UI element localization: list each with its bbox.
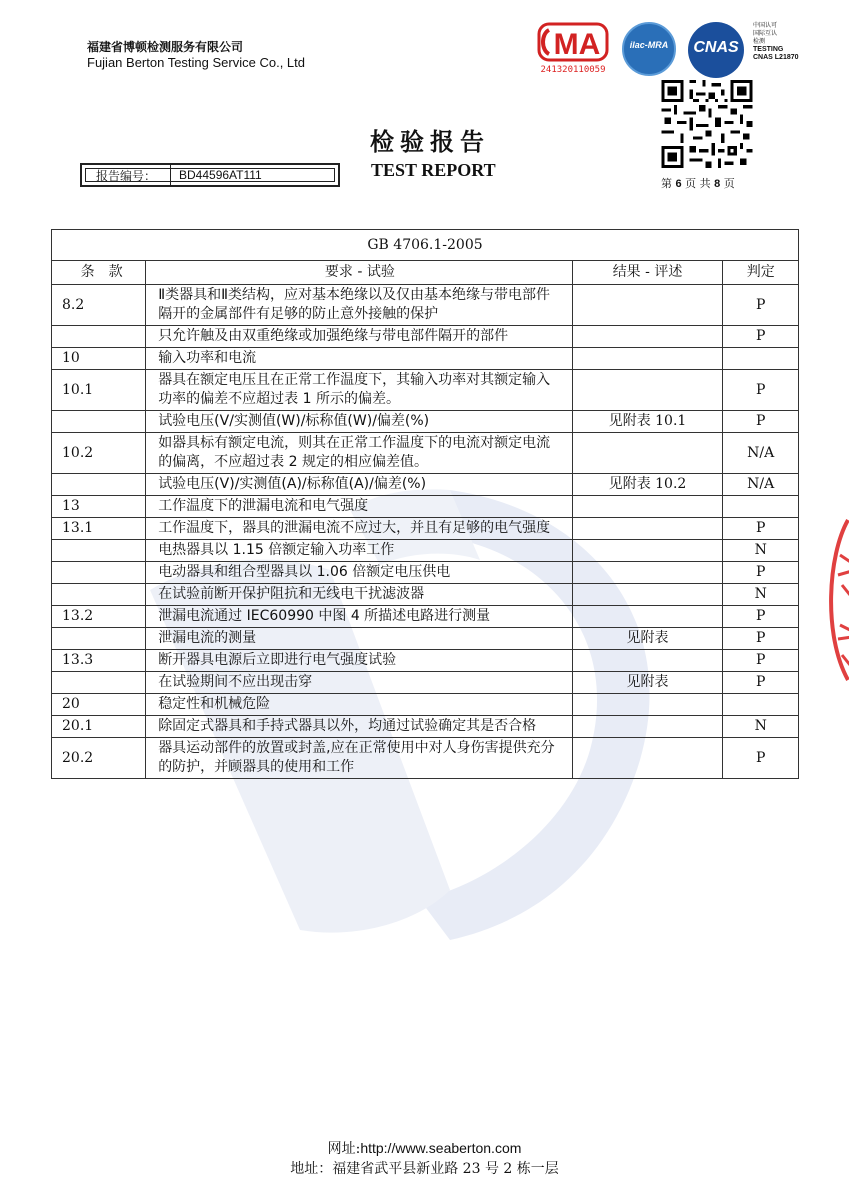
row-clause: 20.2 [52, 738, 146, 779]
table-row [52, 694, 799, 716]
row-requirement: 试验电压(V)/实测值(A)/标称值(A)/偏差(%) [146, 474, 572, 496]
row-result: 见附表 [572, 628, 723, 650]
row-clause: 10 [52, 348, 146, 370]
row-verdict: P [723, 738, 799, 779]
cnas-side-line: 中国认可 [753, 22, 778, 29]
row-clause: 8.2 [52, 285, 146, 326]
red-seal-icon [818, 515, 849, 685]
row-clause [52, 628, 146, 650]
table-row [52, 285, 799, 326]
cma-mark-icon [537, 22, 609, 62]
row-clause: 20.1 [52, 716, 146, 738]
table-row [52, 738, 799, 779]
row-requirement: 泄漏电流的测量 [146, 628, 572, 650]
row-verdict: N [723, 540, 799, 562]
company-name-en: Fujian Berton Testing Service Co., Ltd [87, 55, 305, 70]
row-result [572, 518, 723, 540]
table-row [52, 370, 799, 411]
table-row [52, 606, 799, 628]
row-result [572, 650, 723, 672]
table-row [52, 672, 799, 694]
ilac-mra-logo [622, 22, 676, 76]
row-clause [52, 411, 146, 433]
row-verdict [723, 348, 799, 370]
row-result [572, 496, 723, 518]
row-clause [52, 672, 146, 694]
table-row [52, 326, 799, 348]
row-clause: 13 [52, 496, 146, 518]
row-result [572, 606, 723, 628]
row-requirement: 泄漏电流通过 IEC60990 中图 4 所描述电路进行测量 [146, 606, 572, 628]
report-title-en: TEST REPORT [371, 160, 496, 180]
footer-address-label: 地址： [290, 1161, 333, 1177]
table-row [52, 584, 799, 606]
cnas-side-line: 国际互认 [753, 30, 778, 37]
table-row [52, 474, 799, 496]
row-verdict: P [723, 518, 799, 540]
table-row [52, 496, 799, 518]
footer-url-label: 网址: [327, 1141, 361, 1157]
row-result [572, 716, 723, 738]
cma-number: 241320110059 [540, 65, 606, 75]
row-verdict: N/A [723, 433, 799, 474]
row-result: 见附表 10.2 [572, 474, 723, 496]
row-requirement: 试验电压(V/实测值(W)/标称值(W)/偏差(%) [146, 411, 572, 433]
footer-url: http://www.seaberton.com [360, 1140, 522, 1156]
row-result [572, 433, 723, 474]
footer-address [0, 1158, 849, 1178]
row-clause [52, 540, 146, 562]
row-verdict: P [723, 650, 799, 672]
cnas-side-line: 检测 [753, 38, 766, 45]
cnas-side-text [753, 22, 799, 62]
row-clause: 13.3 [52, 650, 146, 672]
row-verdict: P [723, 285, 799, 326]
row-result [572, 540, 723, 562]
row-result [572, 326, 723, 348]
row-clause [52, 584, 146, 606]
company-name-cn: 福建省博顿检测服务有限公司 [87, 40, 244, 54]
row-verdict [723, 496, 799, 518]
row-verdict: N [723, 584, 799, 606]
cnas-logo [684, 22, 748, 78]
row-requirement: 工作温度下的泄漏电流和电气强度 [146, 496, 572, 518]
row-clause: 10.1 [52, 370, 146, 411]
table-row [52, 518, 799, 540]
row-verdict: N/A [723, 474, 799, 496]
row-result: 见附表 [572, 672, 723, 694]
cma-text: MA [553, 28, 601, 61]
row-result [572, 584, 723, 606]
row-verdict: P [723, 628, 799, 650]
row-requirement: 只允许触及由双重绝缘或加强绝缘与带电部件隔开的部件 [146, 326, 572, 348]
row-requirement: Ⅱ类器具和Ⅱ类结构，应对基本绝缘以及仅由基本绝缘与带电部件隔开的金属部件有足够的防止意外接触的保护 [146, 285, 572, 326]
row-result [572, 562, 723, 584]
row-result [572, 285, 723, 326]
row-requirement: 除固定式器具和手持式器具以外，均通过试验确定其是否合格 [146, 716, 572, 738]
row-requirement: 断开器具电源后立即进行电气强度试验 [146, 650, 572, 672]
row-clause: 13.1 [52, 518, 146, 540]
header-row [52, 261, 799, 285]
table-row [52, 650, 799, 672]
row-clause: 13.2 [52, 606, 146, 628]
report-number-value: BD44596AT111 [179, 168, 262, 182]
row-requirement: 器具运动部件的放置或封盖,应在正常使用中对人身伤害提供充分的防护，并顾器具的使用和工作 [146, 738, 572, 779]
report-title-cn: 检验报告 [370, 128, 490, 156]
standard-row [52, 230, 799, 261]
table-row [52, 348, 799, 370]
report-number-box [80, 163, 340, 187]
row-clause: 10.2 [52, 433, 146, 474]
cnas-text: CNAS [693, 39, 739, 56]
report-number-label: 报告编号： [82, 165, 171, 185]
ilac-text: ilac-MRA [629, 40, 669, 50]
table-row [52, 540, 799, 562]
row-verdict: P [723, 370, 799, 411]
row-result [572, 348, 723, 370]
footer-address-value: 福建省武平县新业路 23 号 2 栋一层 [332, 1161, 559, 1177]
row-verdict: P [723, 672, 799, 694]
table-row [52, 628, 799, 650]
row-requirement: 在试验前断开保护阻抗和无线电干扰滤波器 [146, 584, 572, 606]
row-requirement: 器具在额定电压且在正常工作温度下，其输入功率对其额定输入功率的偏差不应超过表 1 所示的偏差。 [146, 370, 572, 411]
row-requirement: 电热器具以 1.15 倍额定输入功率工作 [146, 540, 572, 562]
header-result: 结果 - 评述 [572, 261, 723, 285]
table-row [52, 411, 799, 433]
row-verdict [723, 694, 799, 716]
current-page: 6 [675, 178, 682, 190]
row-verdict: N [723, 716, 799, 738]
table-row [52, 562, 799, 584]
table-row [52, 433, 799, 474]
cnas-side-line: CNAS L21870 [753, 54, 799, 61]
row-clause [52, 562, 146, 584]
qr-code-icon [661, 80, 753, 168]
row-result: 见附表 10.1 [572, 411, 723, 433]
row-requirement: 稳定性和机械危险 [146, 694, 572, 716]
row-requirement: 在试验期间不应出现击穿 [146, 672, 572, 694]
row-result [572, 738, 723, 779]
row-verdict: P [723, 606, 799, 628]
row-result [572, 694, 723, 716]
test-results-table [51, 229, 799, 779]
row-verdict: P [723, 411, 799, 433]
row-result [572, 370, 723, 411]
standard-title: GB 4706.1-2005 [52, 230, 799, 261]
header-verdict: 判定 [723, 261, 799, 285]
cma-logo [533, 20, 613, 82]
total-pages: 8 [714, 178, 721, 190]
row-clause: 20 [52, 694, 146, 716]
row-verdict: P [723, 562, 799, 584]
table-row [52, 716, 799, 738]
row-requirement: 如器具标有额定电流，则其在正常工作温度下的电流对额定电流的偏离，不应超过表 2 规定的相应偏差值。 [146, 433, 572, 474]
row-verdict: P [723, 326, 799, 348]
header-requirement: 要求 - 试验 [146, 261, 572, 285]
page-indicator: 第 6 页 共 8 页 [661, 177, 735, 190]
row-requirement: 电动器具和组合型器具以 1.06 倍额定电压供电 [146, 562, 572, 584]
footer-website [0, 1138, 849, 1158]
row-requirement: 输入功率和电流 [146, 348, 572, 370]
row-clause [52, 326, 146, 348]
cnas-side-line: TESTING [753, 46, 784, 53]
row-clause [52, 474, 146, 496]
row-requirement: 工作温度下，器具的泄漏电流不应过大，并且有足够的电气强度 [146, 518, 572, 540]
header-clause: 条 款 [52, 261, 146, 285]
